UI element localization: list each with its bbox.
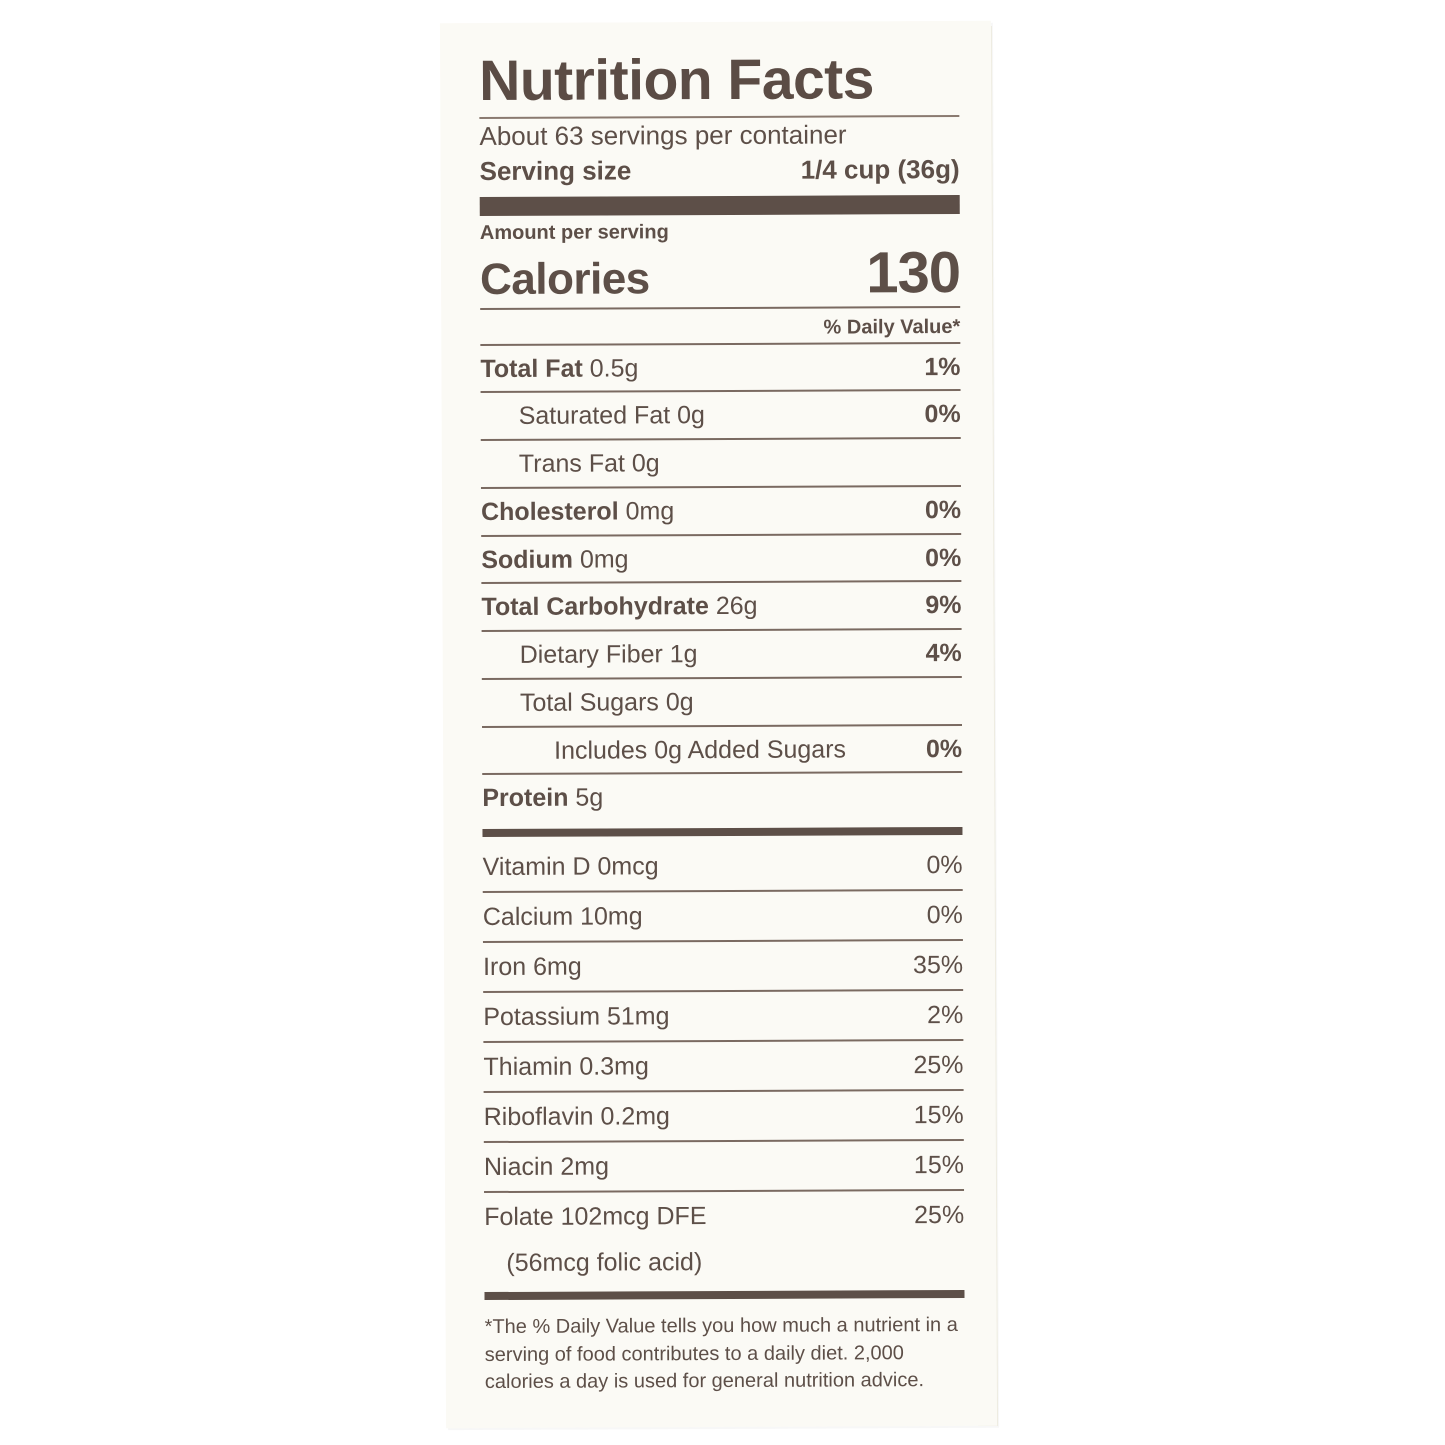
vitamin-name-riboflavin: Riboflavin 0.2mg: [483, 1102, 670, 1132]
vitamin-name-niacin: Niacin 2mg: [483, 1152, 610, 1182]
nutrient-row-total-carbohydrate: [481, 582, 961, 630]
nutrient-row-trans-fat: [481, 439, 961, 487]
nutrition-facts-title: Nutrition Facts: [479, 47, 875, 114]
vitamin-row-niacin: [484, 1141, 964, 1191]
vitamin-row-vitamin-d: [483, 841, 963, 891]
divider-thick-top: [480, 195, 960, 216]
vitamin-dv-vitamin-d: 0%: [926, 851, 963, 880]
vitamin-name-thiamin: Thiamin 0.3mg: [483, 1052, 649, 1082]
vitamin-dv-niacin: 15%: [913, 1151, 964, 1180]
nutrient-name-total-fat: Total Fat 0.5g: [480, 354, 639, 383]
nutrient-dv-sodium: 0%: [925, 543, 962, 572]
vitamin-name-folate: Folate 102mcg DFE: [484, 1202, 707, 1232]
vitamin-dv-calcium: 0%: [926, 901, 963, 930]
nutrient-name-cholesterol: Cholesterol 0mg: [481, 497, 675, 526]
divider-thick-footnote: [484, 1290, 964, 1300]
nutrient-name-saturated-fat: Saturated Fat 0g: [518, 401, 705, 431]
calories-row: [480, 239, 960, 308]
nutrient-row-protein: [482, 773, 962, 821]
vitamin-dv-iron: 35%: [912, 951, 964, 980]
nutrient-name-total-carbohydrate: Total Carbohydrate 26g: [481, 592, 758, 622]
nutrient-row-total-sugars: [482, 678, 962, 726]
nutrient-name-protein: Protein 5g: [482, 783, 604, 813]
nutrient-name-added-sugars: Includes 0g Added Sugars: [554, 735, 847, 765]
vitamin-row-iron: [483, 941, 963, 991]
nutrient-dv-saturated-fat: 0%: [924, 400, 961, 429]
nutrient-name-sodium: Sodium 0mg: [481, 545, 629, 574]
nutrient-row-total-fat: [480, 344, 960, 392]
nutrient-row-added-sugars: [482, 726, 962, 774]
vitamin-name-vitamin-d: Vitamin D 0mcg: [482, 852, 659, 882]
vitamin-row-potassium: [483, 991, 963, 1041]
vitamin-dv-potassium: 2%: [927, 1001, 964, 1030]
nutrient-dv-total-fat: 1%: [924, 352, 961, 381]
nutrient-row-dietary-fiber: [482, 630, 962, 678]
nutrient-name-dietary-fiber: Dietary Fiber 1g: [519, 640, 698, 670]
nutrient-dv-dietary-fiber: 4%: [925, 639, 962, 668]
serving-size-value: 1/4 cup (36g): [800, 153, 960, 185]
vitamin-name-potassium: Potassium 51mg: [483, 1002, 670, 1032]
nutrient-name-total-sugars: Total Sugars 0g: [519, 688, 694, 717]
serving-size-row: [480, 154, 960, 187]
daily-value-header: % Daily Value*: [823, 315, 961, 339]
nutrient-name-trans-fat: Trans Fat 0g: [518, 449, 660, 479]
vitamin-dv-folate: 25%: [914, 1201, 965, 1230]
nutrient-dv-total-carbohydrate: 9%: [925, 591, 962, 620]
vitamin-dv-riboflavin: 15%: [913, 1101, 964, 1130]
servings-per-container: About 63 servings per container: [479, 118, 847, 151]
vitamin-name-iron: Iron 6mg: [483, 952, 582, 982]
calories-value: 130: [866, 239, 961, 306]
folate-folic-acid-note: (56mcg folic acid): [506, 1248, 703, 1278]
nutrient-dv-added-sugars: 0%: [925, 734, 963, 763]
nutrient-dv-cholesterol: 0%: [924, 495, 962, 525]
nutrition-facts-panel: [479, 49, 965, 1397]
serving-size-label: Serving size: [479, 155, 632, 186]
calories-label: Calories: [479, 253, 650, 304]
nutrient-row-cholesterol: [481, 487, 961, 535]
vitamin-row-calcium: [483, 891, 963, 941]
nutrient-row-sodium: [481, 535, 961, 583]
vitamin-name-calcium: Calcium 10mg: [482, 902, 643, 932]
vitamin-row-riboflavin: [484, 1091, 964, 1141]
divider-thick-vitamins: [482, 827, 962, 837]
vitamin-row-folate: [484, 1191, 964, 1241]
vitamin-row-thiamin: [483, 1041, 963, 1091]
vitamin-dv-thiamin: 25%: [913, 1051, 964, 1080]
daily-value-footnote: *The % Daily Value tells you how much a nutrient in a serving of food contributes to a daily diet. 2,000 calories a day is used for general nutrition advice.: [484, 1314, 958, 1394]
amount-per-serving-label: Amount per serving: [479, 220, 669, 244]
nutrient-row-saturated-fat: [481, 391, 961, 439]
